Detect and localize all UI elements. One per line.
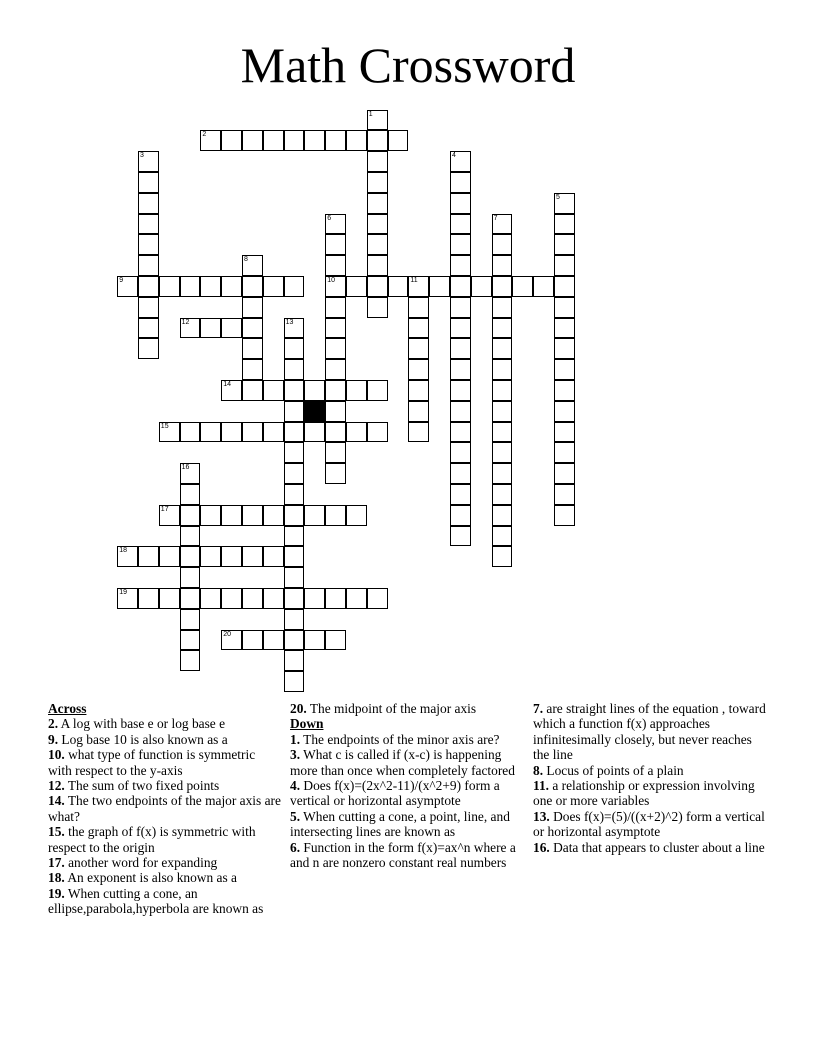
grid-cell[interactable] (471, 276, 492, 297)
cell-number: 5 (556, 193, 560, 201)
grid-cell[interactable] (492, 234, 513, 255)
clue-number: 10. (48, 747, 65, 763)
grid-cell[interactable] (554, 318, 575, 339)
clue-number: 19. (48, 885, 65, 901)
grid-cell[interactable] (492, 359, 513, 380)
cell-number: 13 (285, 318, 294, 326)
grid-cell[interactable] (450, 276, 471, 297)
grid-cell[interactable] (263, 380, 284, 401)
grid-cell[interactable] (554, 297, 575, 318)
grid-cell[interactable] (450, 151, 471, 172)
grid-cell[interactable] (533, 276, 554, 297)
clue-number: 8. (533, 762, 544, 778)
grid-cell[interactable] (263, 546, 284, 567)
grid-cell[interactable] (554, 505, 575, 526)
grid-cell[interactable] (554, 359, 575, 380)
grid-cell[interactable] (117, 276, 138, 297)
grid-cell[interactable] (180, 276, 201, 297)
clue-number: 17. (48, 855, 65, 871)
clue-item (290, 778, 524, 809)
grid-cell[interactable] (554, 380, 575, 401)
clue-item (290, 747, 524, 778)
grid-cell[interactable] (450, 234, 471, 255)
grid-cell[interactable] (408, 380, 429, 401)
clue-number: 13. (533, 808, 550, 824)
grid-cell[interactable] (242, 338, 263, 359)
grid-cell[interactable] (242, 380, 263, 401)
grid-cell[interactable] (492, 463, 513, 484)
grid-cell[interactable] (263, 505, 284, 526)
clue-item (48, 716, 282, 731)
grid-cell[interactable] (367, 214, 388, 235)
grid-cell[interactable] (450, 214, 471, 235)
clue-text: what type of function is symmetric with respect to the y-axis (48, 747, 256, 778)
grid-cell[interactable] (221, 505, 242, 526)
grid-cell[interactable] (304, 130, 325, 151)
grid-cell[interactable] (554, 338, 575, 359)
grid-cell[interactable] (367, 130, 388, 151)
clue-item (48, 732, 282, 747)
clue-item (290, 732, 524, 747)
grid-cell[interactable] (200, 505, 221, 526)
grid-cell[interactable] (367, 172, 388, 193)
clue-number: 14. (48, 793, 65, 809)
clue-number: 12. (48, 778, 65, 794)
grid-cell[interactable] (263, 130, 284, 151)
grid-cell[interactable] (180, 650, 201, 671)
grid-cell[interactable] (367, 234, 388, 255)
grid-cell[interactable] (450, 255, 471, 276)
grid-cell[interactable] (242, 546, 263, 567)
grid-cell[interactable] (200, 276, 221, 297)
grid-cell[interactable] (180, 318, 201, 339)
clue-text: A log with base e or log base e (58, 716, 226, 732)
grid-cell[interactable] (554, 214, 575, 235)
grid-cell[interactable] (284, 380, 305, 401)
grid-cell[interactable] (554, 422, 575, 443)
down-heading: Down (290, 716, 324, 732)
grid-cell[interactable] (242, 588, 263, 609)
grid-cell[interactable] (450, 401, 471, 422)
grid-cell[interactable] (450, 297, 471, 318)
grid-cell[interactable] (242, 318, 263, 339)
grid-cell[interactable] (367, 110, 388, 131)
grid-cell[interactable] (429, 276, 450, 297)
clues-column-1 (48, 701, 282, 917)
grid-cell[interactable] (512, 276, 533, 297)
clue-text: When cutting a cone, an ellipse,parabola,hyperbola are known as (48, 885, 264, 917)
grid-cell[interactable] (346, 588, 367, 609)
cell-number: 14 (223, 381, 231, 388)
grid-cell[interactable] (284, 318, 305, 339)
clue-text: What c is called if (x-c) is happening more than once when completely factored (290, 747, 515, 778)
grid-cell[interactable] (263, 630, 284, 651)
grid-cell[interactable] (221, 588, 242, 609)
clue-item (533, 778, 767, 809)
grid-cell[interactable] (117, 588, 138, 609)
grid-cell[interactable] (346, 422, 367, 443)
clue-number: 2. (48, 716, 59, 732)
grid-cell[interactable] (450, 526, 471, 547)
grid-cell[interactable] (284, 567, 305, 588)
grid-block (304, 401, 325, 422)
clue-text: The endpoints of the minor axis are? (300, 731, 500, 747)
grid-cell[interactable] (304, 630, 325, 651)
grid-cell[interactable] (346, 505, 367, 526)
grid-cell[interactable] (554, 234, 575, 255)
grid-cell[interactable] (200, 546, 221, 567)
grid-cell[interactable] (450, 380, 471, 401)
grid-cell[interactable] (325, 463, 346, 484)
grid-cell[interactable] (408, 401, 429, 422)
clue-text: The two endpoints of the major axis are what? (48, 793, 281, 824)
grid-cell[interactable] (325, 255, 346, 276)
grid-cell[interactable] (492, 442, 513, 463)
grid-cell[interactable] (346, 276, 367, 297)
grid-cell[interactable] (408, 297, 429, 318)
grid-cell[interactable] (492, 297, 513, 318)
grid-cell[interactable] (325, 359, 346, 380)
grid-cell[interactable] (138, 297, 159, 318)
grid-cell[interactable] (284, 130, 305, 151)
grid-cell[interactable] (242, 255, 263, 276)
grid-cell[interactable] (242, 297, 263, 318)
clue-item (48, 870, 282, 885)
grid-cell[interactable] (138, 546, 159, 567)
grid-cell[interactable] (554, 276, 575, 297)
grid-cell[interactable] (325, 214, 346, 235)
grid-cell[interactable] (325, 234, 346, 255)
cell-number: 4 (452, 152, 456, 160)
grid-cell[interactable] (138, 172, 159, 193)
grid-cell[interactable] (159, 276, 180, 297)
clue-item (533, 763, 767, 778)
grid-cell[interactable] (325, 338, 346, 359)
grid-cell[interactable] (159, 422, 180, 443)
grid-cell[interactable] (159, 546, 180, 567)
clue-text: When cutting a cone, a point, line, and intersecting lines are known as (290, 808, 510, 840)
grid-cell[interactable] (554, 442, 575, 463)
grid-cell[interactable] (367, 255, 388, 276)
grid-cell[interactable] (180, 463, 201, 484)
grid-cell[interactable] (138, 276, 159, 297)
grid-cell[interactable] (284, 609, 305, 630)
grid-cell[interactable] (492, 526, 513, 547)
grid-cell[interactable] (367, 151, 388, 172)
grid-cell[interactable] (367, 588, 388, 609)
clue-number: 6. (290, 839, 301, 855)
grid-cell[interactable] (180, 422, 201, 443)
clue-item (290, 809, 524, 840)
cell-number: 8 (244, 256, 248, 264)
grid-cell[interactable] (492, 214, 513, 235)
grid-cell[interactable] (325, 422, 346, 443)
grid-cell[interactable] (284, 526, 305, 547)
grid-cell[interactable] (221, 276, 242, 297)
grid-cell[interactable] (450, 338, 471, 359)
grid-cell[interactable] (325, 297, 346, 318)
cell-number: 17 (160, 505, 169, 513)
clue-number: 5. (290, 808, 301, 824)
cell-number: 1 (368, 110, 373, 118)
grid-cell[interactable] (242, 130, 263, 151)
grid-cell[interactable] (138, 338, 159, 359)
grid-cell[interactable] (492, 422, 513, 443)
grid-cell[interactable] (284, 422, 305, 443)
grid-cell[interactable] (138, 151, 159, 172)
grid-cell[interactable] (408, 276, 429, 297)
grid-cell[interactable] (408, 318, 429, 339)
grid-cell[interactable] (450, 359, 471, 380)
grid-cell[interactable] (221, 630, 242, 651)
grid-cell[interactable] (304, 380, 325, 401)
grid-cell[interactable] (450, 484, 471, 505)
grid-cell[interactable] (450, 193, 471, 214)
clue-text: another word for expanding (64, 855, 218, 871)
cell-number: 20 (223, 630, 231, 638)
clue-number: 7. (533, 701, 544, 716)
clue-number: 1. (290, 731, 301, 747)
clues-column-2 (290, 701, 524, 870)
cell-number: 7 (493, 214, 498, 222)
grid-cell[interactable] (221, 380, 242, 401)
grid-cell[interactable] (325, 130, 346, 151)
cell-number: 10 (327, 277, 335, 284)
grid-cell[interactable] (180, 630, 201, 651)
across-heading: Across (48, 701, 87, 716)
grid-cell[interactable] (284, 671, 305, 692)
grid-cell[interactable] (367, 422, 388, 443)
grid-cell[interactable] (138, 214, 159, 235)
grid-cell[interactable] (554, 463, 575, 484)
grid-cell[interactable] (304, 422, 325, 443)
grid-cell[interactable] (221, 422, 242, 443)
grid-cell[interactable] (221, 546, 242, 567)
grid-cell[interactable] (138, 193, 159, 214)
clue-item (48, 824, 282, 855)
grid-cell[interactable] (180, 609, 201, 630)
clue-item (290, 701, 524, 716)
grid-cell[interactable] (242, 505, 263, 526)
grid-cell[interactable] (284, 359, 305, 380)
grid-cell[interactable] (242, 359, 263, 380)
clue-text: Does f(x)=(2x^2-11)/(x^2+9) form a vertical or horizontal asymptote (290, 778, 500, 809)
grid-cell[interactable] (492, 338, 513, 359)
grid-cell[interactable] (180, 588, 201, 609)
grid-cell[interactable] (284, 401, 305, 422)
clue-number: 3. (290, 747, 301, 763)
clue-text: The midpoint of the major axis (306, 701, 477, 716)
clues-column-3 (533, 701, 767, 855)
clue-number: 11. (533, 778, 549, 794)
grid-cell[interactable] (304, 588, 325, 609)
grid-cell[interactable] (325, 276, 346, 297)
grid-cell[interactable] (492, 318, 513, 339)
clue-item (533, 809, 767, 840)
grid-cell[interactable] (242, 422, 263, 443)
grid-cell[interactable] (367, 380, 388, 401)
grid-cell[interactable] (554, 193, 575, 214)
grid-cell[interactable] (492, 505, 513, 526)
clue-number: 15. (48, 824, 65, 840)
grid-cell[interactable] (492, 546, 513, 567)
grid-cell[interactable] (325, 442, 346, 463)
clue-text: Function in the form f(x)=ax^n where a and n are nonzero constant real numbers (290, 839, 516, 871)
grid-cell[interactable] (200, 588, 221, 609)
grid-cell[interactable] (180, 484, 201, 505)
grid-cell[interactable] (242, 630, 263, 651)
grid-cell[interactable] (284, 650, 305, 671)
grid-cell[interactable] (263, 276, 284, 297)
grid-cell[interactable] (450, 172, 471, 193)
grid-cell[interactable] (221, 130, 242, 151)
grid-cell[interactable] (284, 338, 305, 359)
grid-cell[interactable] (554, 255, 575, 276)
clue-item (48, 778, 282, 793)
grid-cell[interactable] (325, 401, 346, 422)
grid-cell[interactable] (138, 588, 159, 609)
clue-text: An exponent is also known as a (64, 870, 237, 886)
clue-text: Data that appears to cluster about a line (549, 839, 765, 855)
grid-cell[interactable] (450, 318, 471, 339)
grid-cell[interactable] (554, 401, 575, 422)
clue-number: 4. (290, 778, 301, 794)
clue-number: 16. (533, 839, 550, 855)
grid-cell[interactable] (180, 546, 201, 567)
grid-cell[interactable] (492, 255, 513, 276)
cell-number: 11 (410, 277, 418, 284)
grid-cell[interactable] (492, 401, 513, 422)
clue-text: The sum of two fixed points (64, 778, 220, 794)
grid-cell[interactable] (408, 359, 429, 380)
grid-cell[interactable] (200, 318, 221, 339)
grid-cell[interactable] (325, 380, 346, 401)
grid-cell[interactable] (367, 193, 388, 214)
grid-cell[interactable] (408, 422, 429, 443)
grid-cell[interactable] (388, 130, 409, 151)
grid-cell[interactable] (117, 546, 138, 567)
grid-cell[interactable] (138, 234, 159, 255)
cell-number: 19 (119, 589, 127, 596)
page-title: Math Crossword (240, 37, 576, 93)
grid-cell[interactable] (284, 630, 305, 651)
clue-text: the graph of f(x) is symmetric with respect to the origin (48, 824, 256, 855)
cell-number: 9 (119, 277, 124, 284)
grid-cell[interactable] (450, 463, 471, 484)
grid-cell[interactable] (159, 505, 180, 526)
clue-text: Log base 10 is also known as a (58, 731, 228, 747)
grid-cell[interactable] (138, 255, 159, 276)
clue-item (533, 840, 767, 855)
clue-item (48, 793, 282, 824)
grid-cell[interactable] (221, 318, 242, 339)
grid-cell[interactable] (388, 276, 409, 297)
cell-number: 12 (181, 318, 190, 326)
grid-cell[interactable] (200, 130, 221, 151)
grid-cell[interactable] (367, 297, 388, 318)
grid-cell[interactable] (325, 318, 346, 339)
clue-text: Locus of points of a plain (543, 762, 684, 778)
clue-number: 20. (290, 701, 307, 716)
cell-number: 18 (119, 547, 127, 555)
grid-cell[interactable] (554, 484, 575, 505)
grid-cell[interactable] (367, 276, 388, 297)
clue-item (533, 701, 767, 763)
grid-cell[interactable] (346, 130, 367, 151)
grid-cell[interactable] (180, 505, 201, 526)
cell-number: 2 (202, 131, 207, 139)
clue-number: 9. (48, 731, 59, 747)
grid-cell[interactable] (325, 505, 346, 526)
grid-cell[interactable] (408, 338, 429, 359)
grid-cell[interactable] (492, 380, 513, 401)
grid-cell[interactable] (325, 588, 346, 609)
grid-cell[interactable] (492, 276, 513, 297)
clue-item (290, 840, 524, 871)
grid-cell[interactable] (346, 380, 367, 401)
grid-cell[interactable] (284, 588, 305, 609)
grid-cell[interactable] (450, 422, 471, 443)
clue-item (48, 855, 282, 870)
grid-cell[interactable] (284, 505, 305, 526)
grid-cell[interactable] (450, 442, 471, 463)
grid-cell[interactable] (263, 422, 284, 443)
clue-item (48, 747, 282, 778)
grid-cell[interactable] (450, 505, 471, 526)
clue-text: Does f(x)=(5)/((x+2)^2) form a vertical or horizontal asymptote (533, 808, 765, 840)
cell-number: 16 (181, 464, 190, 472)
grid-cell[interactable] (284, 463, 305, 484)
clue-number: 18. (48, 870, 65, 886)
grid-cell[interactable] (159, 588, 180, 609)
grid-cell[interactable] (200, 422, 221, 443)
grid-cell[interactable] (304, 505, 325, 526)
cell-number: 3 (140, 152, 144, 160)
cell-number: 15 (160, 422, 169, 430)
clue-text: are straight lines of the equation , toward which a function f(x) approaches infinitesimally closely, but never reaches the line (533, 701, 766, 763)
cell-number: 6 (327, 214, 332, 222)
grid-cell[interactable] (284, 546, 305, 567)
grid-cell[interactable] (325, 630, 346, 651)
grid-cell[interactable] (492, 484, 513, 505)
grid-cell[interactable] (138, 318, 159, 339)
grid-cell[interactable] (180, 567, 201, 588)
grid-cell[interactable] (180, 526, 201, 547)
grid-cell[interactable] (284, 442, 305, 463)
grid-cell[interactable] (263, 588, 284, 609)
clue-item (48, 886, 282, 917)
clue-text: a relationship or expression involving one or more variables (533, 778, 755, 809)
grid-cell[interactable] (284, 484, 305, 505)
grid-cell[interactable] (284, 276, 305, 297)
grid-cell[interactable] (242, 276, 263, 297)
